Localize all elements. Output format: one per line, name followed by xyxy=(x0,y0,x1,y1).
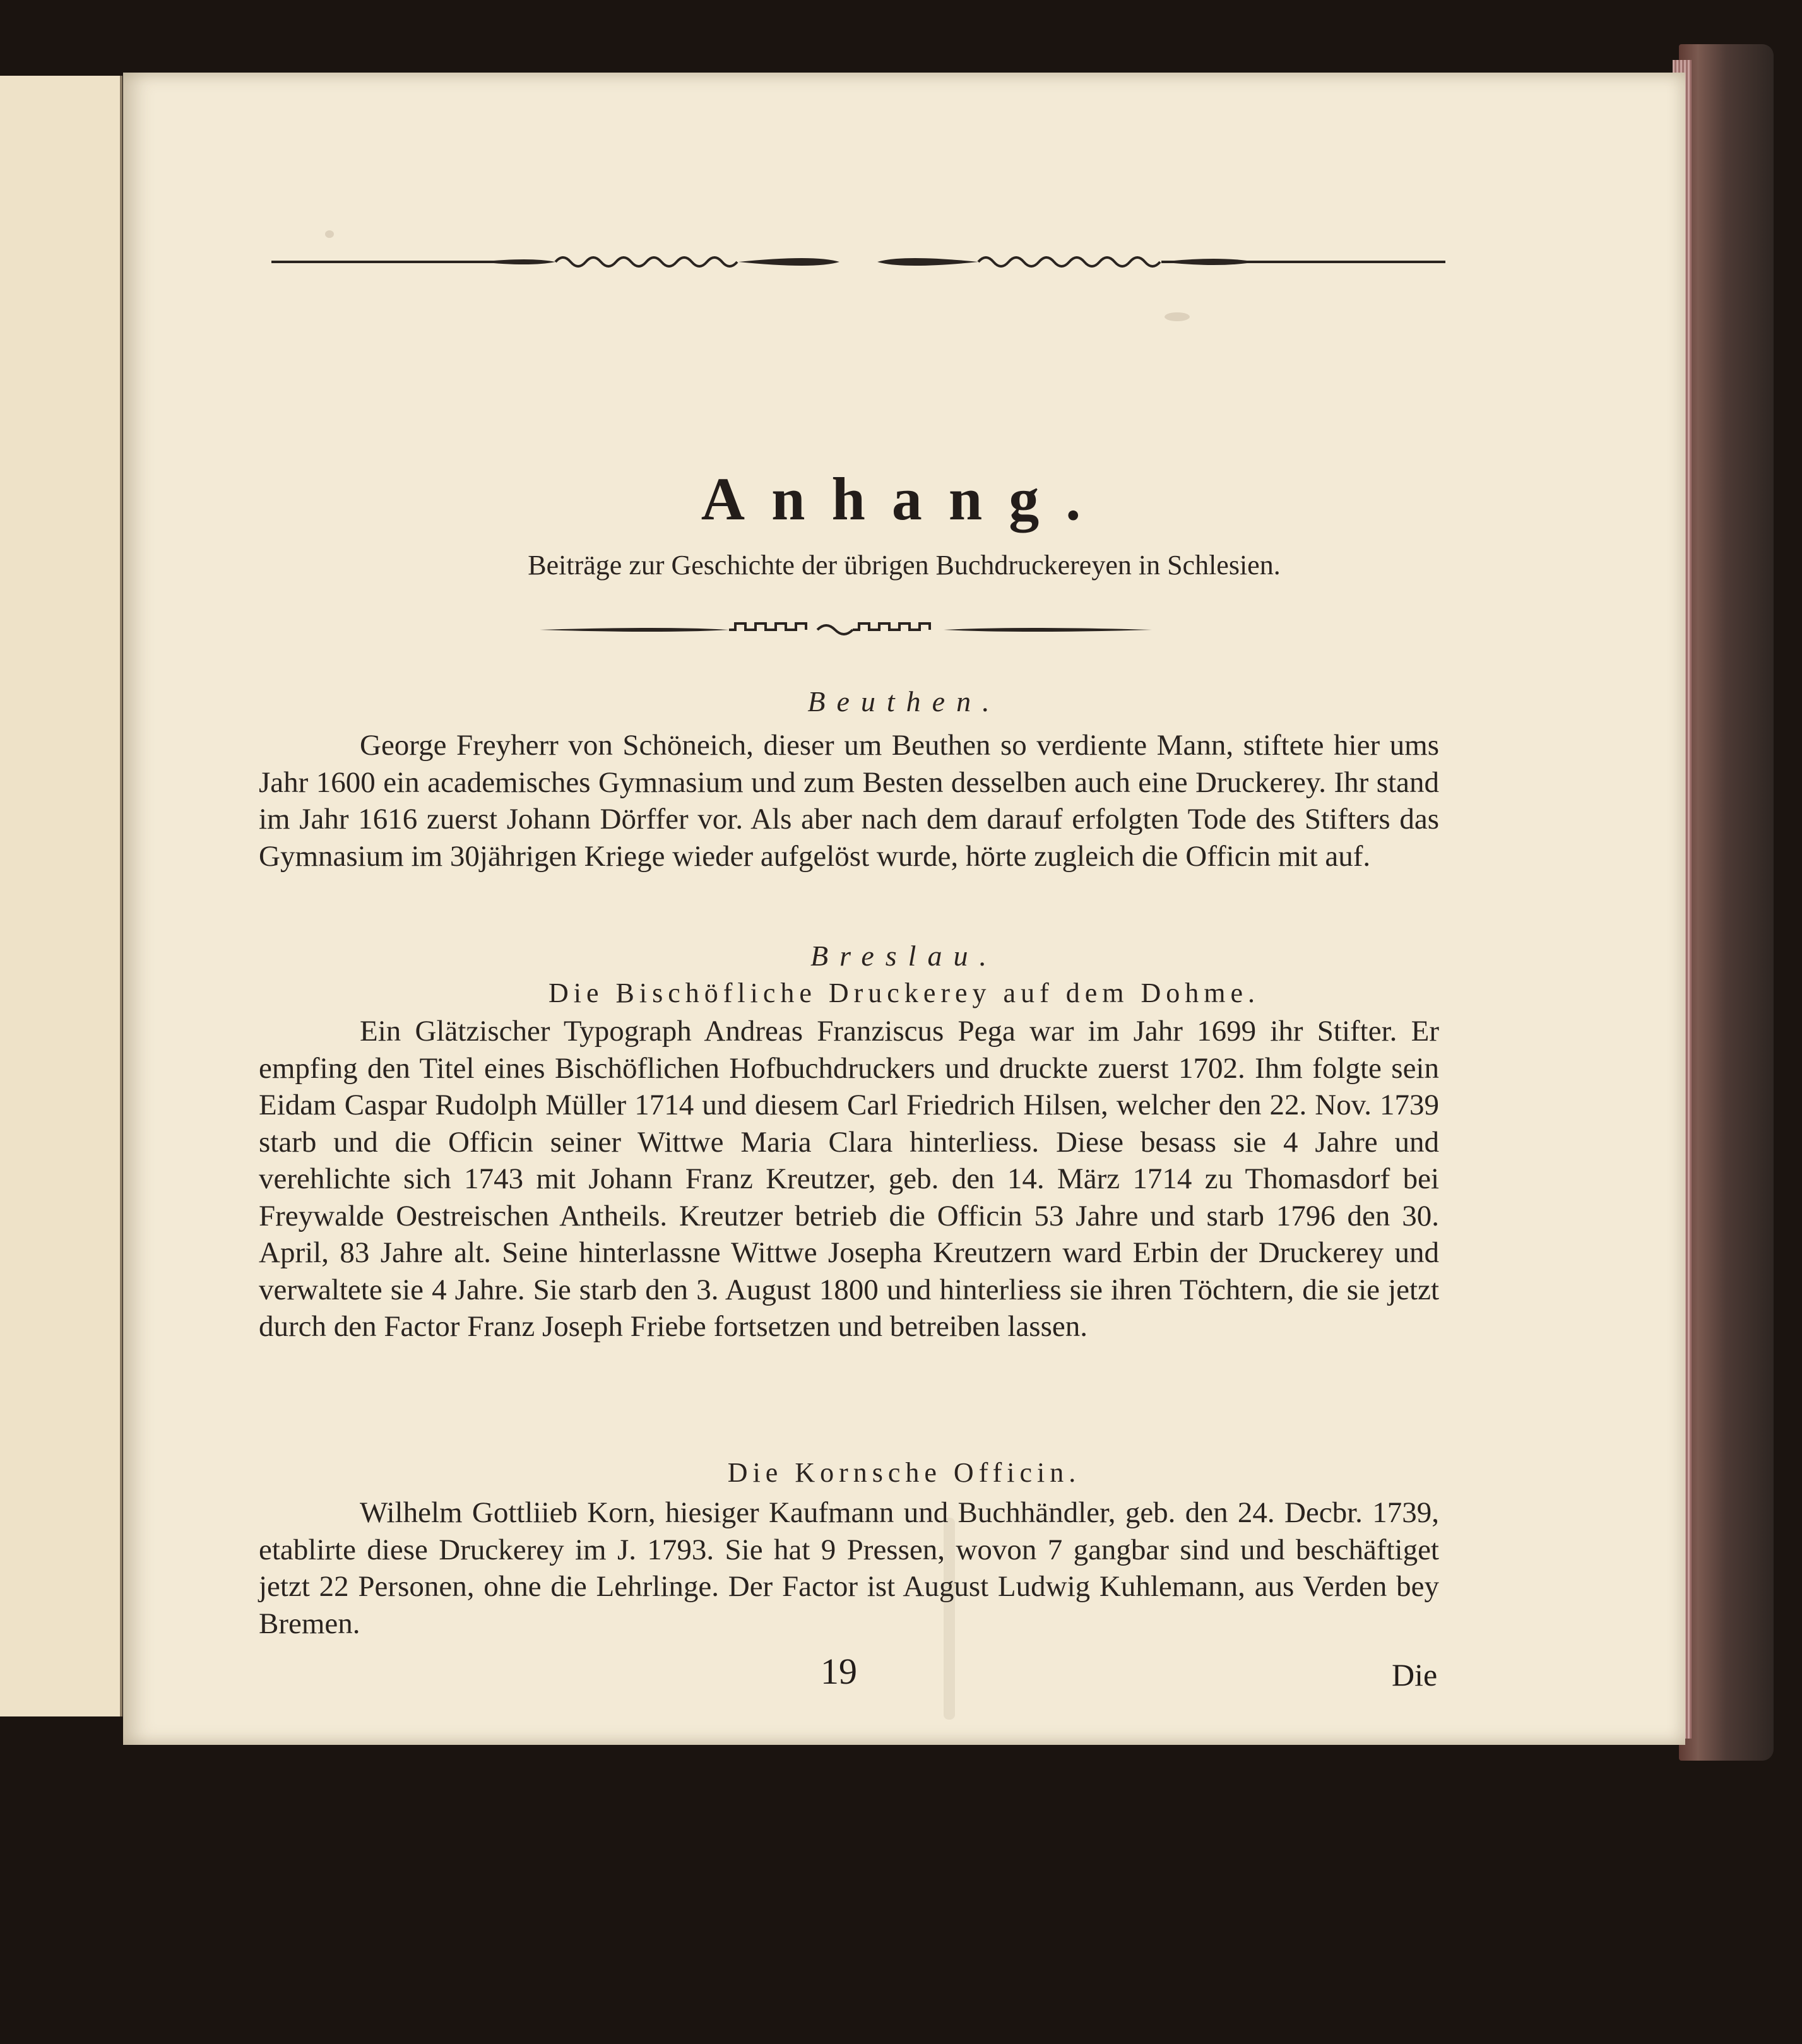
section-heading-breslau: Breslau. xyxy=(810,940,998,972)
paragraph-korn-press: Wilhelm Gottliieb Korn, hiesiger Kaufmann und Buchhändler, geb. den 24. Decbr. 1739, etablirte diese Druckerey im J. 1793. Sie hat 9 Pressen, wovon 7 gangbar sind und beschäftiget jetzt 22 Personen, ohne die Lehrlinge. Der Factor ist August Ludwig Kuhlemann, aus Verden bey Bremen. xyxy=(259,1496,1439,1640)
catchword: Die xyxy=(1392,1657,1438,1693)
foxing-spot xyxy=(325,230,334,238)
page-title: Anhang. xyxy=(701,465,1108,533)
facing-page-edge xyxy=(0,76,122,1716)
foxing-spot xyxy=(1165,312,1190,321)
page-number: 19 xyxy=(821,1651,857,1692)
subheading-bishops-press: Die Bischöfliche Druckerey auf dem Dohme. xyxy=(548,978,1260,1008)
top-ornamental-rule xyxy=(271,249,1445,275)
page-subtitle: Beiträge zur Geschichte der übrigen Buchdruckereyen in Schlesien. xyxy=(528,550,1281,581)
section-heading-beuthen: Beuthen. xyxy=(807,685,1001,718)
book-cover-edge xyxy=(1679,44,1774,1761)
subheading-korn-press: Die Kornsche Officin. xyxy=(727,1457,1081,1488)
paragraph-bishops-press: Ein Glätzischer Typograph Andreas Franziscus Pega war im Jahr 1699 ihr Stifter. Er empfing den Titel eines Bischöflichen Hofbuchdruckers und druckte zuerst 1702. Ihm folgte sein Eidam Caspar Rudolph Müller 1714 und diesem Carl Friedrich Hilsen, welcher den 22. Nov. 1739 starb und die Officin seiner Wittwe Maria Clara hinterliess. Diese besass sie 4 Jahre und verehlichte sich 1743 mit Johann Franz Kreutzer, geb. den 14. März 1714 zu Thomasdorf bei Freywalde Oestreischen Antheils. Kreutzer betrieb die Officin 53 Jahre und starb 1796 den 30. April, 83 Jahre alt. Seine hinterlassne Wittwe Josepha Kreutzern ward Erbin der Druckerey und verwaltete sie 4 Jahre. Sie starb den 3. August 1800 und hinterliess sie ihren Töchtern, die sie jetzt durch den Factor Franz Joseph Friebe fortsetzen und betreiben lassen. xyxy=(259,1015,1439,1343)
paragraph-beuthen: George Freyherr von Schöneich, dieser um Beuthen so verdiente Mann, stiftete hier ums Jahr 1600 ein academisches Gymnasium und zum Besten desselben auch eine Druckerey. Ihr stand im Jahr 1616 zuerst Johann Dörffer vor. Als aber nach dem darauf erfolgten Tode des Stifters das Gymnasium im 30jährigen Kriege wieder aufgelöst wurde, hörte zugleich die Officin mit auf. xyxy=(259,729,1439,873)
middle-ornamental-rule xyxy=(540,617,1152,642)
